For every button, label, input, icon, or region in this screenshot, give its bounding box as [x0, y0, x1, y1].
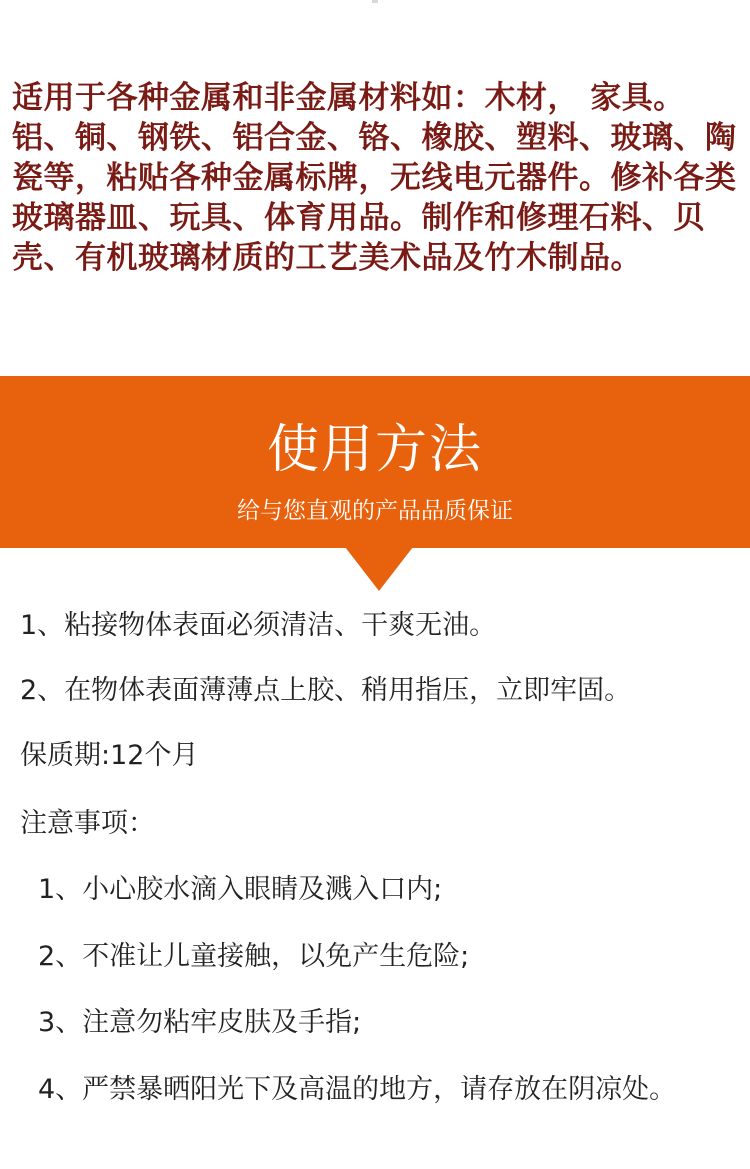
usage-step-2: 2、在物体表面薄薄点上胶、稍用指压，立即牢固。 — [20, 675, 632, 706]
banner-subtitle: 给与您直观的产品品质保证 — [237, 498, 513, 524]
note-item-3: 3、注意勿粘牢皮肤及手指; — [38, 1007, 362, 1038]
note-item-4: 4、严禁暴晒阳光下及高温的地方，请存放在阴凉处。 — [38, 1074, 677, 1105]
note-item-1: 1、小心胶水滴入眼睛及溅入口内; — [38, 874, 443, 905]
notes-heading: 注意事项： — [20, 808, 155, 839]
shelf-life: 保质期:12个月 — [20, 740, 199, 771]
banner-arrow-pointer — [345, 547, 413, 591]
top-divider-mark — [372, 0, 378, 3]
banner-title: 使用方法 — [266, 420, 483, 480]
applicable-materials-text: 适用于各种金属和非金属材料如：木材， 家具。铝、铜、钢铁、铝合金、铬、橡胶、塑料、玻璃、陶瓷等，粘贴各种金属标牌，无线电元器件。修补各类玻璃器皿、玩具、体育用品。制作和修理石料、贝壳、有机玻璃材质的工艺美术品及竹木制品。 — [12, 80, 737, 276]
note-item-2: 2、不准让儿童接触，以免产生危险; — [38, 941, 470, 972]
usage-step-1: 1、粘接物体表面必须清洁、干爽无油。 — [20, 610, 497, 641]
